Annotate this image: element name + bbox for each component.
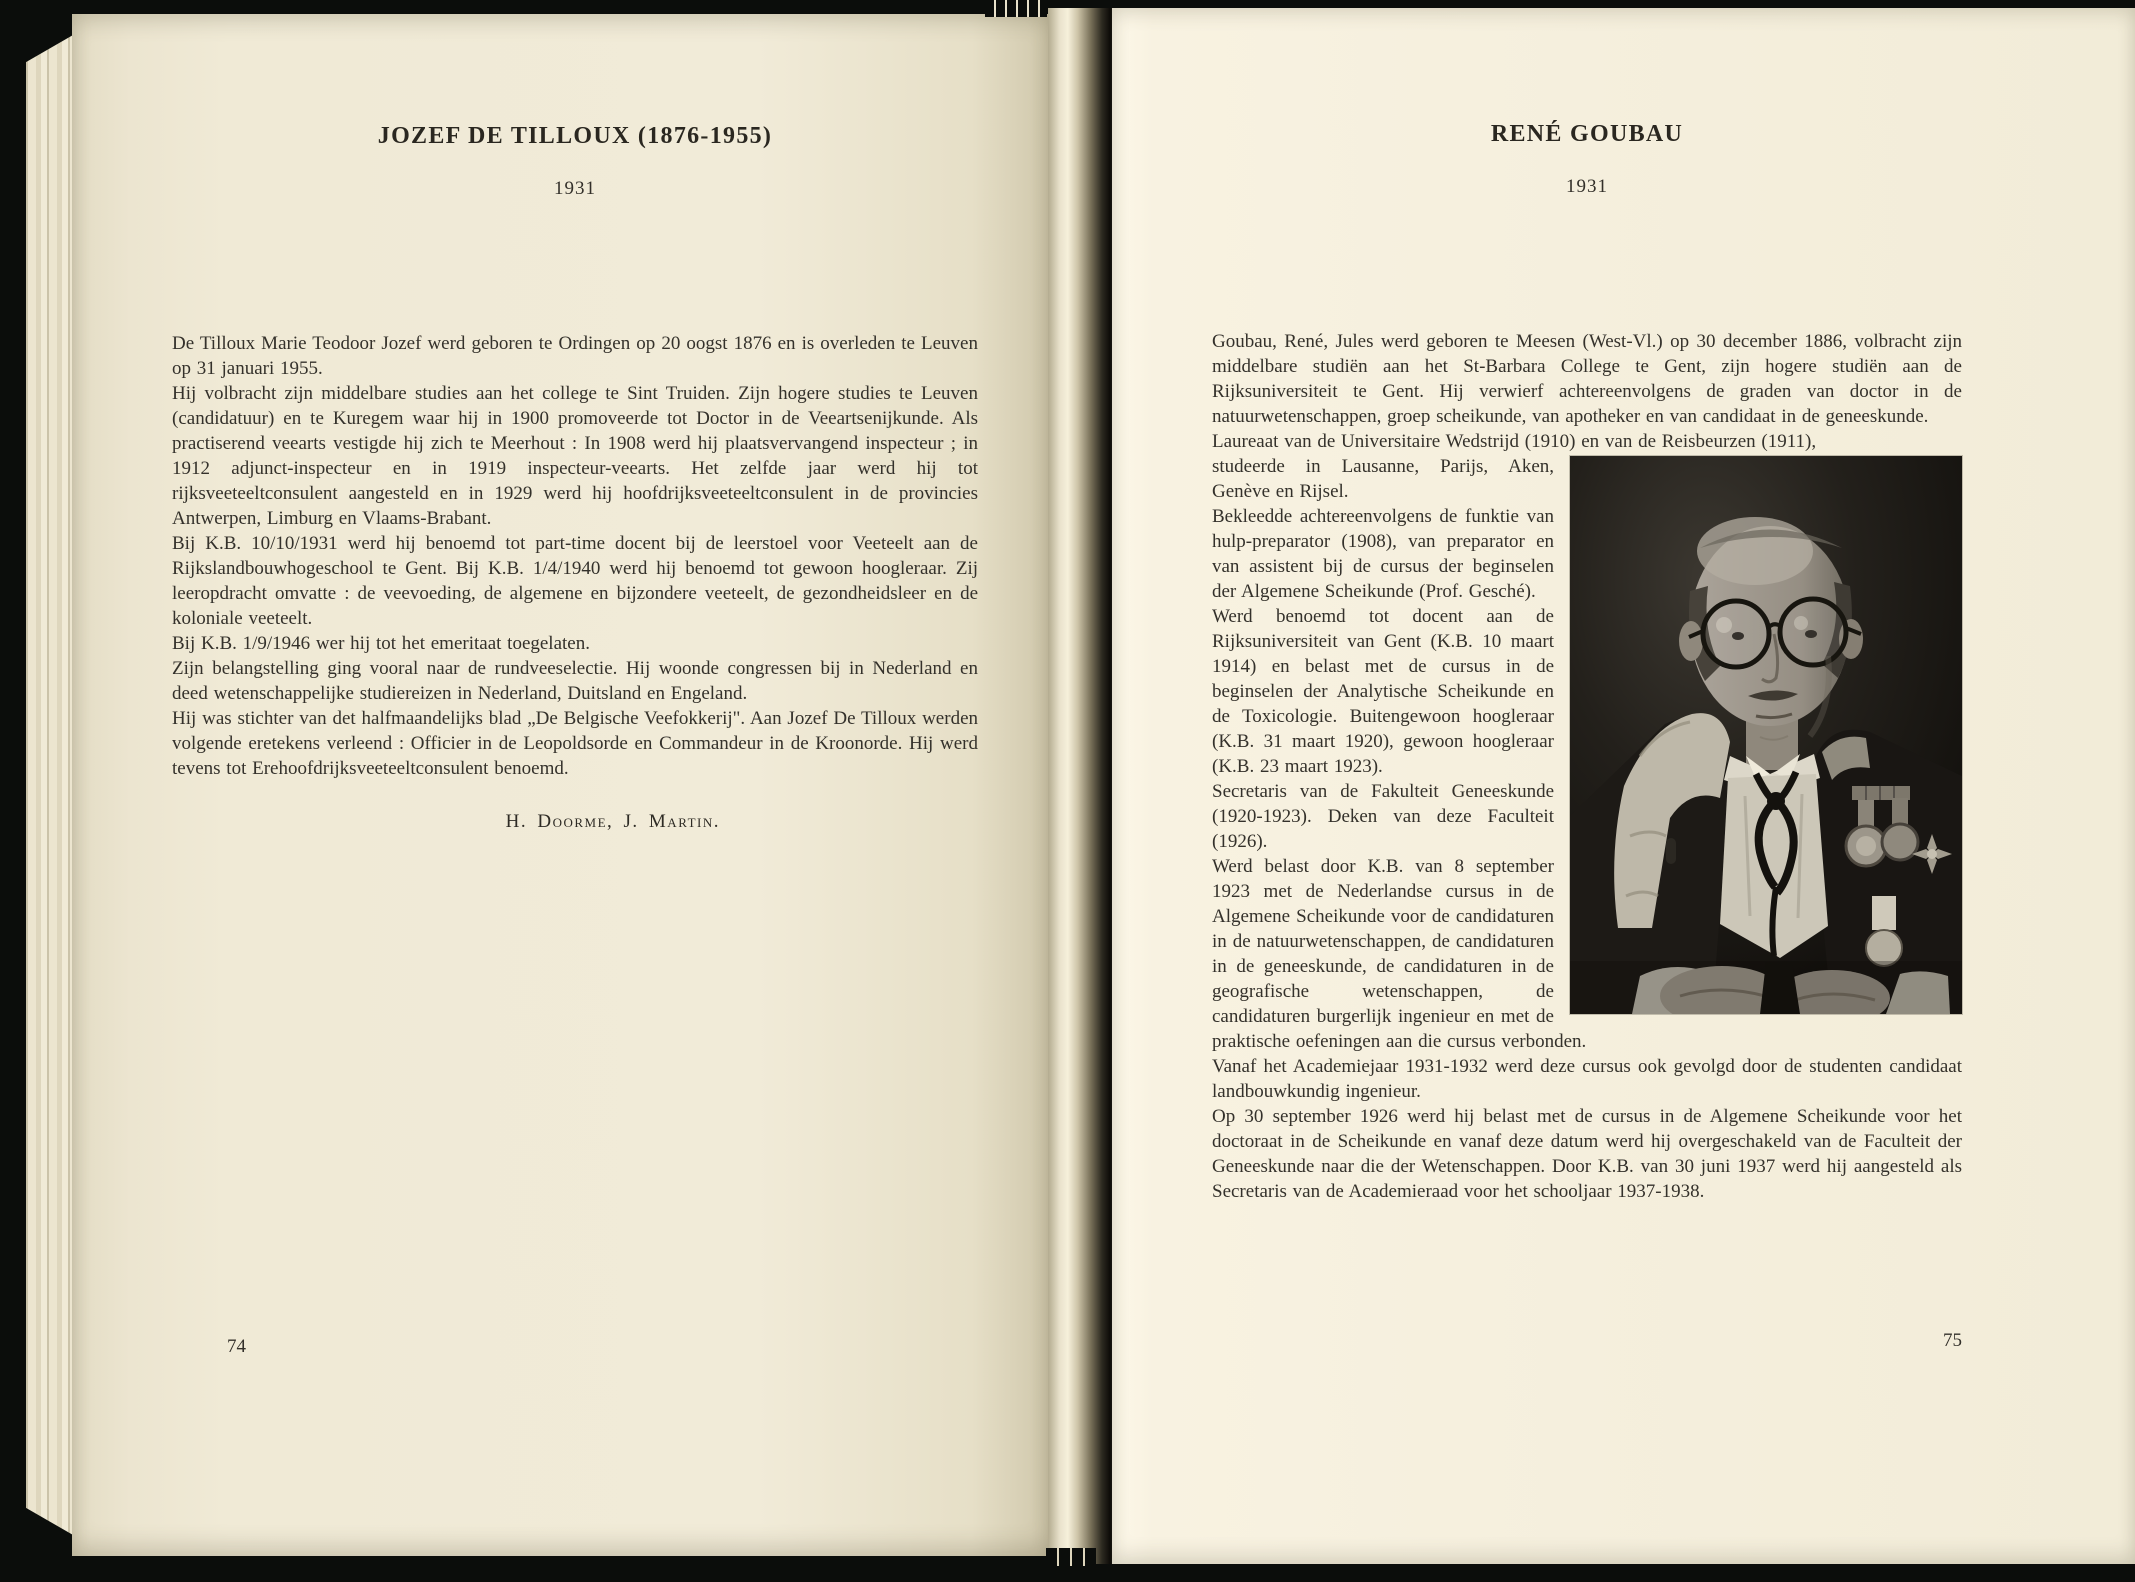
book-gutter bbox=[1048, 8, 1114, 1564]
paragraph: Vanaf het Academiejaar 1931-1932 werd deze cursus ook gevolgd door de studenten candidaat landbouwkundig ingenieur. bbox=[1212, 1056, 1962, 1102]
paragraph: Bij K.B. 10/10/1931 werd hij benoemd tot part-time docent bij de leerstoel voor Veeteelt aan de Rijkslandbouwhogeschool te Gent. Bij K.B. 1/4/1940 werd hij benoemd tot gewoon hoogleraar. Zij leeropdracht omvatte : de veevoeding, de algemene en bijzondere veeteelt, de gezondheidsleer en de koloniale veeteelt. bbox=[172, 533, 978, 629]
portrait-illustration bbox=[1570, 456, 1962, 1014]
paragraph: Op 30 september 1926 werd hij belast met de cursus in de Algemene Scheikunde voor het doctoraat in de Scheikunde en vanaf deze datum werd hij overgeschakeld van de Faculteit der Geneeskunde naar die der Wetenschappen. Door K.B. van 30 juni 1937 werd hij aangesteld als Secretaris van de Academieraad voor het schooljaar 1937-1938. bbox=[1212, 1106, 1962, 1202]
paragraph: Goubau, René, Jules werd geboren te Meesen (West-Vl.) op 30 december 1886, volbracht zijn middelbare studiën aan het St-Barbara College te Gent, zijn hogere studiën aan de Rijksuniversiteit te Gent. Hij verwierf achtereenvolgens de graden van doctor in de natuurwetenschappen, groep scheikunde, van apotheker en van candidaat in de geneeskunde. bbox=[1212, 331, 1962, 427]
left-page-year: 1931 bbox=[554, 178, 596, 199]
paragraph: Secretaris van de Fakulteit Geneeskunde (1920-1923). Deken van deze Faculteit (1926). bbox=[1212, 781, 1554, 852]
paragraph: Hij volbracht zijn middelbare studies aan het college te Sint Truiden. Zijn hogere studies te Leuven (candidatuur) en te Kuregem waar hij in 1900 promoveerde tot Doctor in de Veeartsenijkunde. Als practiserend veearts vestigde hij zich te Meerhout : In 1908 werd hij plaatsvervangend inspecteur ; in 1912 adjunct-inspecteur en in 1919 inspecteur-veearts. Het zelfde jaar werd hij tot rijksveeteeltconsulent aangesteld en in 1929 werd hij hoofdrijksveeteeltconsulent in de provincies Antwerpen, Limburg en Vlaams-Brabant. bbox=[172, 383, 978, 529]
left-page bbox=[72, 14, 1050, 1556]
page-edge-marks-top bbox=[985, 0, 1047, 17]
paragraph: Werd benoemd tot docent aan de Rijksuniversiteit van Gent (K.B. 10 maart 1914) en belast met de cursus in de beginselen der Analytische Scheikunde en de Toxicologie. Buitengewoon hoogleraar (K.B. 31 maart 1920), gewoon hoogleraar (K.B. 23 maart 1923). bbox=[1212, 606, 1554, 777]
paragraph: De Tilloux Marie Teodoor Jozef werd geboren te Ordingen op 20 oogst 1876 en is overleden te Leuven op 31 januari 1955. bbox=[172, 333, 978, 379]
paragraph: Zijn belangstelling ging vooral naar de rundveeselectie. Hij woonde congressen bij in Nederland en deed wetenschappelijke studiereizen in Nederland, Duitsland en Engeland. bbox=[172, 658, 978, 704]
right-page-year: 1931 bbox=[1566, 176, 1608, 197]
right-page-body bbox=[1212, 329, 1962, 1204]
left-page-content bbox=[172, 122, 978, 833]
paragraph: studeerde in Lausanne, Parijs, Aken, Genève en Rijsel. bbox=[1212, 456, 1554, 502]
left-page-body bbox=[172, 331, 978, 781]
right-page-title: RENÉ GOUBAU bbox=[1490, 121, 1684, 147]
portrait-photo bbox=[1570, 456, 1962, 1014]
paragraph: Werd belast door K.B. van 8 september 1923 met de Nederlandse cursus in de Algemene Scheikunde voor de candidaturen in de natuurwetenschappen, de candidaturen in de geneeskunde, de candidaturen in de geografische wetenschappen, de candidaturen burgerlijk ingenieur en met de praktische oefeningen aan die cursus verbonden. bbox=[1212, 856, 1587, 1052]
paragraph: Laureaat van de Universitaire Wedstrijd (1910) en van de Reisbeurzen (1911), bbox=[1212, 431, 1817, 452]
paragraph: Bekleedde achtereenvolgens de funktie van hulp-preparator (1908), van preparator en van assistent bij de cursus der beginselen der Algemene Scheikunde (Prof. Gesché). bbox=[1212, 506, 1554, 602]
page-edge-marks-bottom bbox=[1046, 1548, 1096, 1566]
authors-signature: H. Doorme, J. Martin. bbox=[505, 811, 720, 832]
paragraph: Hij was stichter van det halfmaandelijks blad „De Belgische Veefokkerij". Aan Jozef De Tilloux werden volgende eretekens verleend : Officier in de Leopoldsorde en Commandeur in de Kroonorde. Hij werd tevens tot Erehoofdrijksveeteeltconsulent benoemd. bbox=[172, 708, 978, 779]
left-page-number: 74 bbox=[227, 1336, 246, 1357]
right-page-content bbox=[1212, 120, 1962, 1204]
paragraph: Bij K.B. 1/9/1946 wer hij tot het emeritaat toegelaten. bbox=[172, 633, 590, 654]
left-page-title: JOZEF DE TILLOUX (1876-1955) bbox=[377, 123, 773, 149]
right-page bbox=[1112, 8, 2135, 1564]
right-page-number: 75 bbox=[1943, 1330, 1962, 1351]
